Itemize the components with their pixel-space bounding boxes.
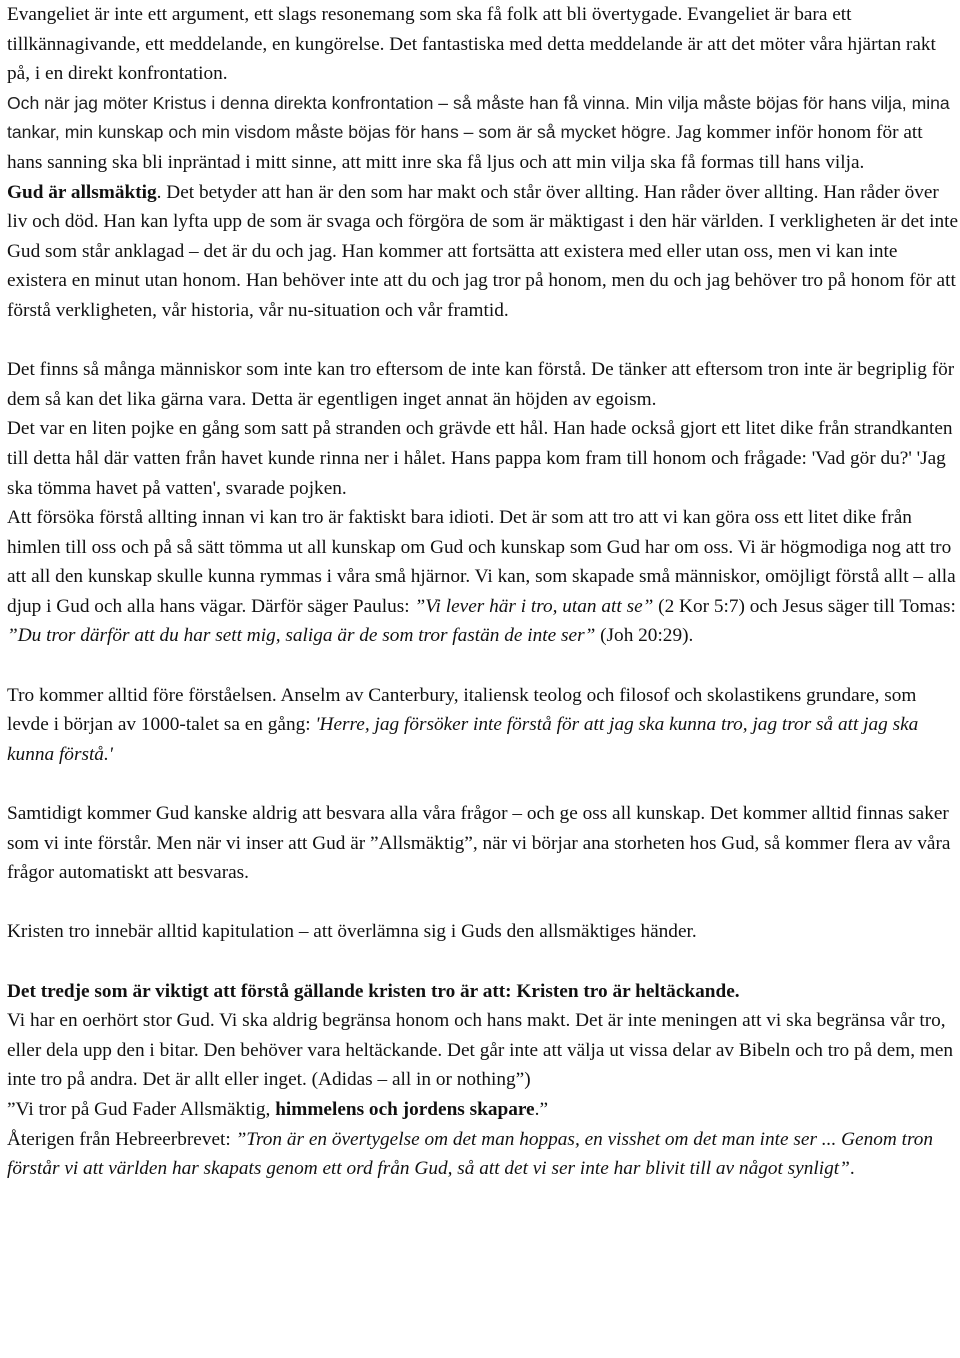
paragraph-hebreerbrevet bbox=[7, 1125, 959, 1184]
paragraph-konfrontation bbox=[7, 89, 959, 178]
paragraph-text: .” bbox=[534, 1098, 549, 1120]
paragraph-text: Det finns så många människor som inte kan tro eftersom de inte kan förstå. De tänker att eftersom tron inte är begriplig för dem så kan det lika gärna vara. Detta är egentligen inget annat än höjden av egoism. bbox=[7, 359, 955, 410]
bold-phrase: himmelens och jordens skapare bbox=[275, 1098, 535, 1120]
italic-quote: 'Herre, jag försöker inte förstå för att jag ska kunna tro, jag tror så att jag ska kunna förstå.' bbox=[7, 714, 919, 765]
paragraph-spacer bbox=[7, 947, 959, 977]
paragraph-text: ”Vi tror på Gud Fader Allsmäktig, bbox=[7, 1098, 276, 1120]
paragraph-spacer bbox=[7, 769, 959, 799]
paragraph-text: Vi har en oerhört stor Gud. Vi ska aldrig begränsa honom och hans makt. Det är inte meningen att vi ska begränsa vår tro, eller dela upp den i bitar. Den behöver vara heltäckande. Det går inte att välja ut vissa delar av Bibeln och tro på dem, men inte tro på andra. Det är allt eller inget. (Adidas – all in or nothing”) bbox=[7, 1010, 954, 1091]
paragraph-text: Evangeliet är inte ett argument, ett slags resonemang som ska få folk att bli övertygade. Evangeliet är bara ett tillkännagivande, ett meddelande, en kungörelse. Det fantastiska med detta meddelande är att det möter våra hjärtan rakt på, i en direkt konfrontation. bbox=[7, 4, 936, 85]
italic-quote: ”Du tror därför att du har sett mig, saliga är de som tror fastän de inte ser” bbox=[7, 625, 596, 647]
paragraph-text: Att försöka förstå allting innan vi kan tro är faktiskt bara idioti. Det är som att tro att vi kan göra oss ett litet dike från himlen till oss och på så sätt tömma ut all kunskap om Gud och kunskap som Gud har om oss. Vi är högmodiga nog att tro att all den kunskap skulle kunna rymmas i våra små hjärnor. Vi kan, som skapade små människor, omöjligt förstå allt – alla djup i Gud och alla hans vägar. Därför säger Paulus: bbox=[7, 507, 956, 617]
paragraph-anselm bbox=[7, 681, 959, 770]
bold-phrase: Gud är allsmäktig bbox=[7, 181, 157, 203]
bold-heading: Det tredje som är viktigt att förstå gällande kristen tro är att: Kristen tro är heltäckande. bbox=[7, 980, 740, 1002]
paragraph-text: Tro kommer alltid före förståelsen. Anselm av Canterbury, italiensk teolog och filosof och skolastikens grundare, som levde i början av 1000-talet sa en gång: bbox=[7, 684, 917, 736]
section-heading bbox=[7, 977, 959, 1007]
paragraph-spacer bbox=[7, 651, 959, 681]
italic-quote: ”Tron är en övertygelse om det man hoppas, en visshet om det man inte ser ... Genom tron förstår vi att världen har skapats genom ett ord från Gud, så att det vi ser inte har blivit till av något synligt” bbox=[7, 1128, 934, 1180]
paragraph-text: Det var en liten pojke en gång som satt på stranden och grävde ett hål. Han hade också gjort ett litet dike från strandkanten till detta hål där vatten från havet kunde rinna ner i hålet. Hans pappa kom fram till honom och frågade: 'Vad gör du?' 'Jag ska tömma havet på vatten', svarade pojken. bbox=[7, 418, 953, 499]
paragraph-evangeliet bbox=[7, 0, 959, 89]
paragraph-text: Jag kommer inför honom för att hans sanning ska bli inpräntad i mitt sinne, att mitt inre ska få ljus och att min vilja ska få formas till hans vilja. bbox=[7, 122, 923, 173]
paragraph-text: Samtidigt kommer Gud kanske aldrig att besvara alla våra frågor – och ge oss all kunskap. Det kommer alltid finnas saker som vi inte förstår. Men när vi inser att Gud är ”Allsmäktig”, när vi börjar ana storheten hos Gud, så kommer flera av våra frågor automatiskt att besvaras. bbox=[7, 803, 951, 884]
paragraph-text: . Det betyder att han är den som har makt och står över allting. Han råder över allting. Han råder över liv och död. Han kan lyfta upp de som är svaga och förgöra de som är mäktigast i den här världen. I verkligheten är det inte Gud som står anklagad – det är du och jag. Han kommer att fortsätta att existera med eller utan oss, men vi kan inte existera en minut utan honom. Han behöver inte att du och jag tror på honom, men du och jag behöver tro på honom för att förstå verkligheten, vår historia, vår nu-situation och vår framtid. bbox=[7, 181, 959, 321]
paragraph-kapitulation bbox=[7, 917, 959, 947]
paragraph-text: (2 Kor 5:7) och Jesus säger till Tomas: bbox=[653, 595, 956, 617]
paragraph-pojken bbox=[7, 414, 959, 503]
paragraph-text: Kristen tro innebär alltid kapitulation – att överlämna sig i Guds den allsmäktiges händer. bbox=[7, 921, 697, 943]
paragraph-trosbekannelse bbox=[7, 1095, 959, 1125]
italic-quote: ”Vi lever här i tro, utan att se” bbox=[414, 595, 654, 617]
sans-sentence: Min vilja måste böjas för hans vilja, mina tankar, min kunskap och min visdom måste böjas för hans – som är så mycket högre. bbox=[7, 92, 950, 143]
paragraph-text: Återigen från Hebreerbrevet: bbox=[7, 1128, 236, 1150]
paragraph-text: . bbox=[849, 1158, 855, 1180]
paragraph-fragor bbox=[7, 799, 959, 888]
paragraph-idioti bbox=[7, 503, 959, 651]
paragraph-spacer bbox=[7, 888, 959, 918]
paragraph-allsmaktig bbox=[7, 178, 959, 326]
sans-sentence: Och när jag möter Kristus i denna direkta konfrontation – så måste han få vinna. bbox=[7, 92, 630, 113]
paragraph-spacer bbox=[7, 326, 959, 356]
paragraph-egoism bbox=[7, 355, 959, 414]
paragraph-heltackande bbox=[7, 1006, 959, 1095]
paragraph-text: (Joh 20:29). bbox=[595, 625, 694, 647]
document-page bbox=[7, 0, 959, 1184]
